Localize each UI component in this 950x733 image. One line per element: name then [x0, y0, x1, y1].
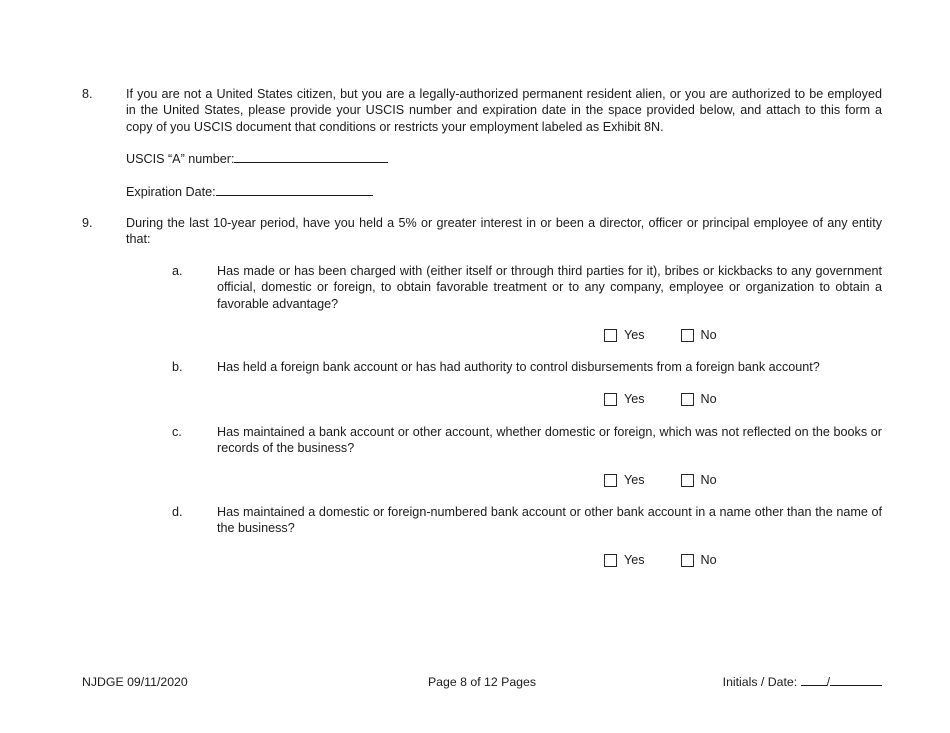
date-input[interactable] [830, 673, 882, 686]
checkbox-icon[interactable] [604, 393, 617, 406]
question-8 [82, 86, 882, 135]
sub-item-a-text: Has made or has been charged with (either itself or through third parties for it), bribes or kickbacks to any government official, domestic or foreign, to obtain favorable treatment or to any company, employee or organization to obtain a favorable advantage? [217, 264, 882, 311]
sub-item-a [172, 263, 882, 312]
question-9 [82, 215, 882, 248]
page-footer [82, 673, 882, 691]
checkbox-yes-a[interactable] [604, 327, 645, 343]
checkbox-icon[interactable] [681, 393, 694, 406]
checkbox-icon[interactable] [681, 554, 694, 567]
checkbox-no-d[interactable] [681, 552, 717, 568]
question-9-number: 9. [82, 216, 93, 230]
yes-no-row-c [604, 472, 717, 488]
sub-item-c [172, 424, 882, 457]
checkbox-icon[interactable] [604, 329, 617, 342]
question-8-text: If you are not a United States citizen, but you are a legally-authorized permanent resident alien, or you are authorized to be employed in the United States, please provide your USCIS number and expiration date in the space provided below, and attach to this form a copy of you USCIS document that conditions or restricts your employment labeled as Exhibit 8N. [126, 87, 882, 134]
checkbox-yes-d-label: Yes [624, 553, 645, 567]
checkbox-yes-c-label: Yes [624, 473, 645, 487]
uscis-a-number-row [126, 150, 388, 167]
sub-item-c-letter: c. [172, 425, 182, 439]
uscis-a-number-label: USCIS “A” number: [126, 152, 235, 166]
checkbox-yes-a-label: Yes [624, 328, 645, 342]
initials-input[interactable] [801, 673, 827, 686]
checkbox-no-c-label: No [700, 473, 717, 487]
footer-form-id: NJDGE 09/11/2020 [82, 675, 188, 689]
yes-no-row-a [604, 327, 717, 343]
uscis-a-number-input[interactable] [234, 150, 388, 163]
checkbox-yes-c[interactable] [604, 472, 645, 488]
checkbox-no-c[interactable] [681, 472, 717, 488]
checkbox-yes-b[interactable] [604, 391, 645, 407]
sub-item-b-letter: b. [172, 360, 183, 374]
footer-initials-date-label: Initials / Date: [722, 675, 801, 689]
yes-no-row-d [604, 552, 717, 568]
expiration-date-row [126, 183, 373, 200]
question-8-number: 8. [82, 87, 93, 101]
sub-item-c-text: Has maintained a bank account or other account, whether domestic or foreign, which was not reflected on the books or records of the business? [217, 425, 882, 456]
checkbox-no-a-label: No [700, 328, 717, 342]
expiration-date-input[interactable] [216, 183, 373, 196]
sub-item-d-text: Has maintained a domestic or foreign-numbered bank account or other bank account in a name other than the name of the business? [217, 505, 882, 536]
checkbox-icon[interactable] [681, 329, 694, 342]
sub-item-d [172, 504, 882, 537]
checkbox-no-d-label: No [700, 553, 717, 567]
expiration-date-label: Expiration Date: [126, 185, 216, 199]
checkbox-yes-d[interactable] [604, 552, 645, 568]
checkbox-no-b-label: No [700, 392, 717, 406]
sub-item-a-letter: a. [172, 264, 183, 278]
footer-page-number: Page 8 of 12 Pages [427, 675, 537, 689]
sub-item-b [172, 359, 882, 375]
checkbox-icon[interactable] [604, 554, 617, 567]
question-9-text: During the last 10-year period, have you held a 5% or greater interest in or been a director, officer or principal employee of any entity that: [126, 216, 882, 247]
checkbox-icon[interactable] [681, 474, 694, 487]
checkbox-yes-b-label: Yes [624, 392, 645, 406]
footer-slash: / [826, 675, 830, 689]
sub-item-b-text: Has held a foreign bank account or has had authority to control disbursements from a foreign bank account? [217, 360, 820, 374]
checkbox-no-b[interactable] [681, 391, 717, 407]
footer-initials-date [723, 673, 882, 691]
checkbox-icon[interactable] [604, 474, 617, 487]
checkbox-no-a[interactable] [681, 327, 717, 343]
yes-no-row-b [604, 391, 717, 407]
sub-item-d-letter: d. [172, 505, 183, 519]
